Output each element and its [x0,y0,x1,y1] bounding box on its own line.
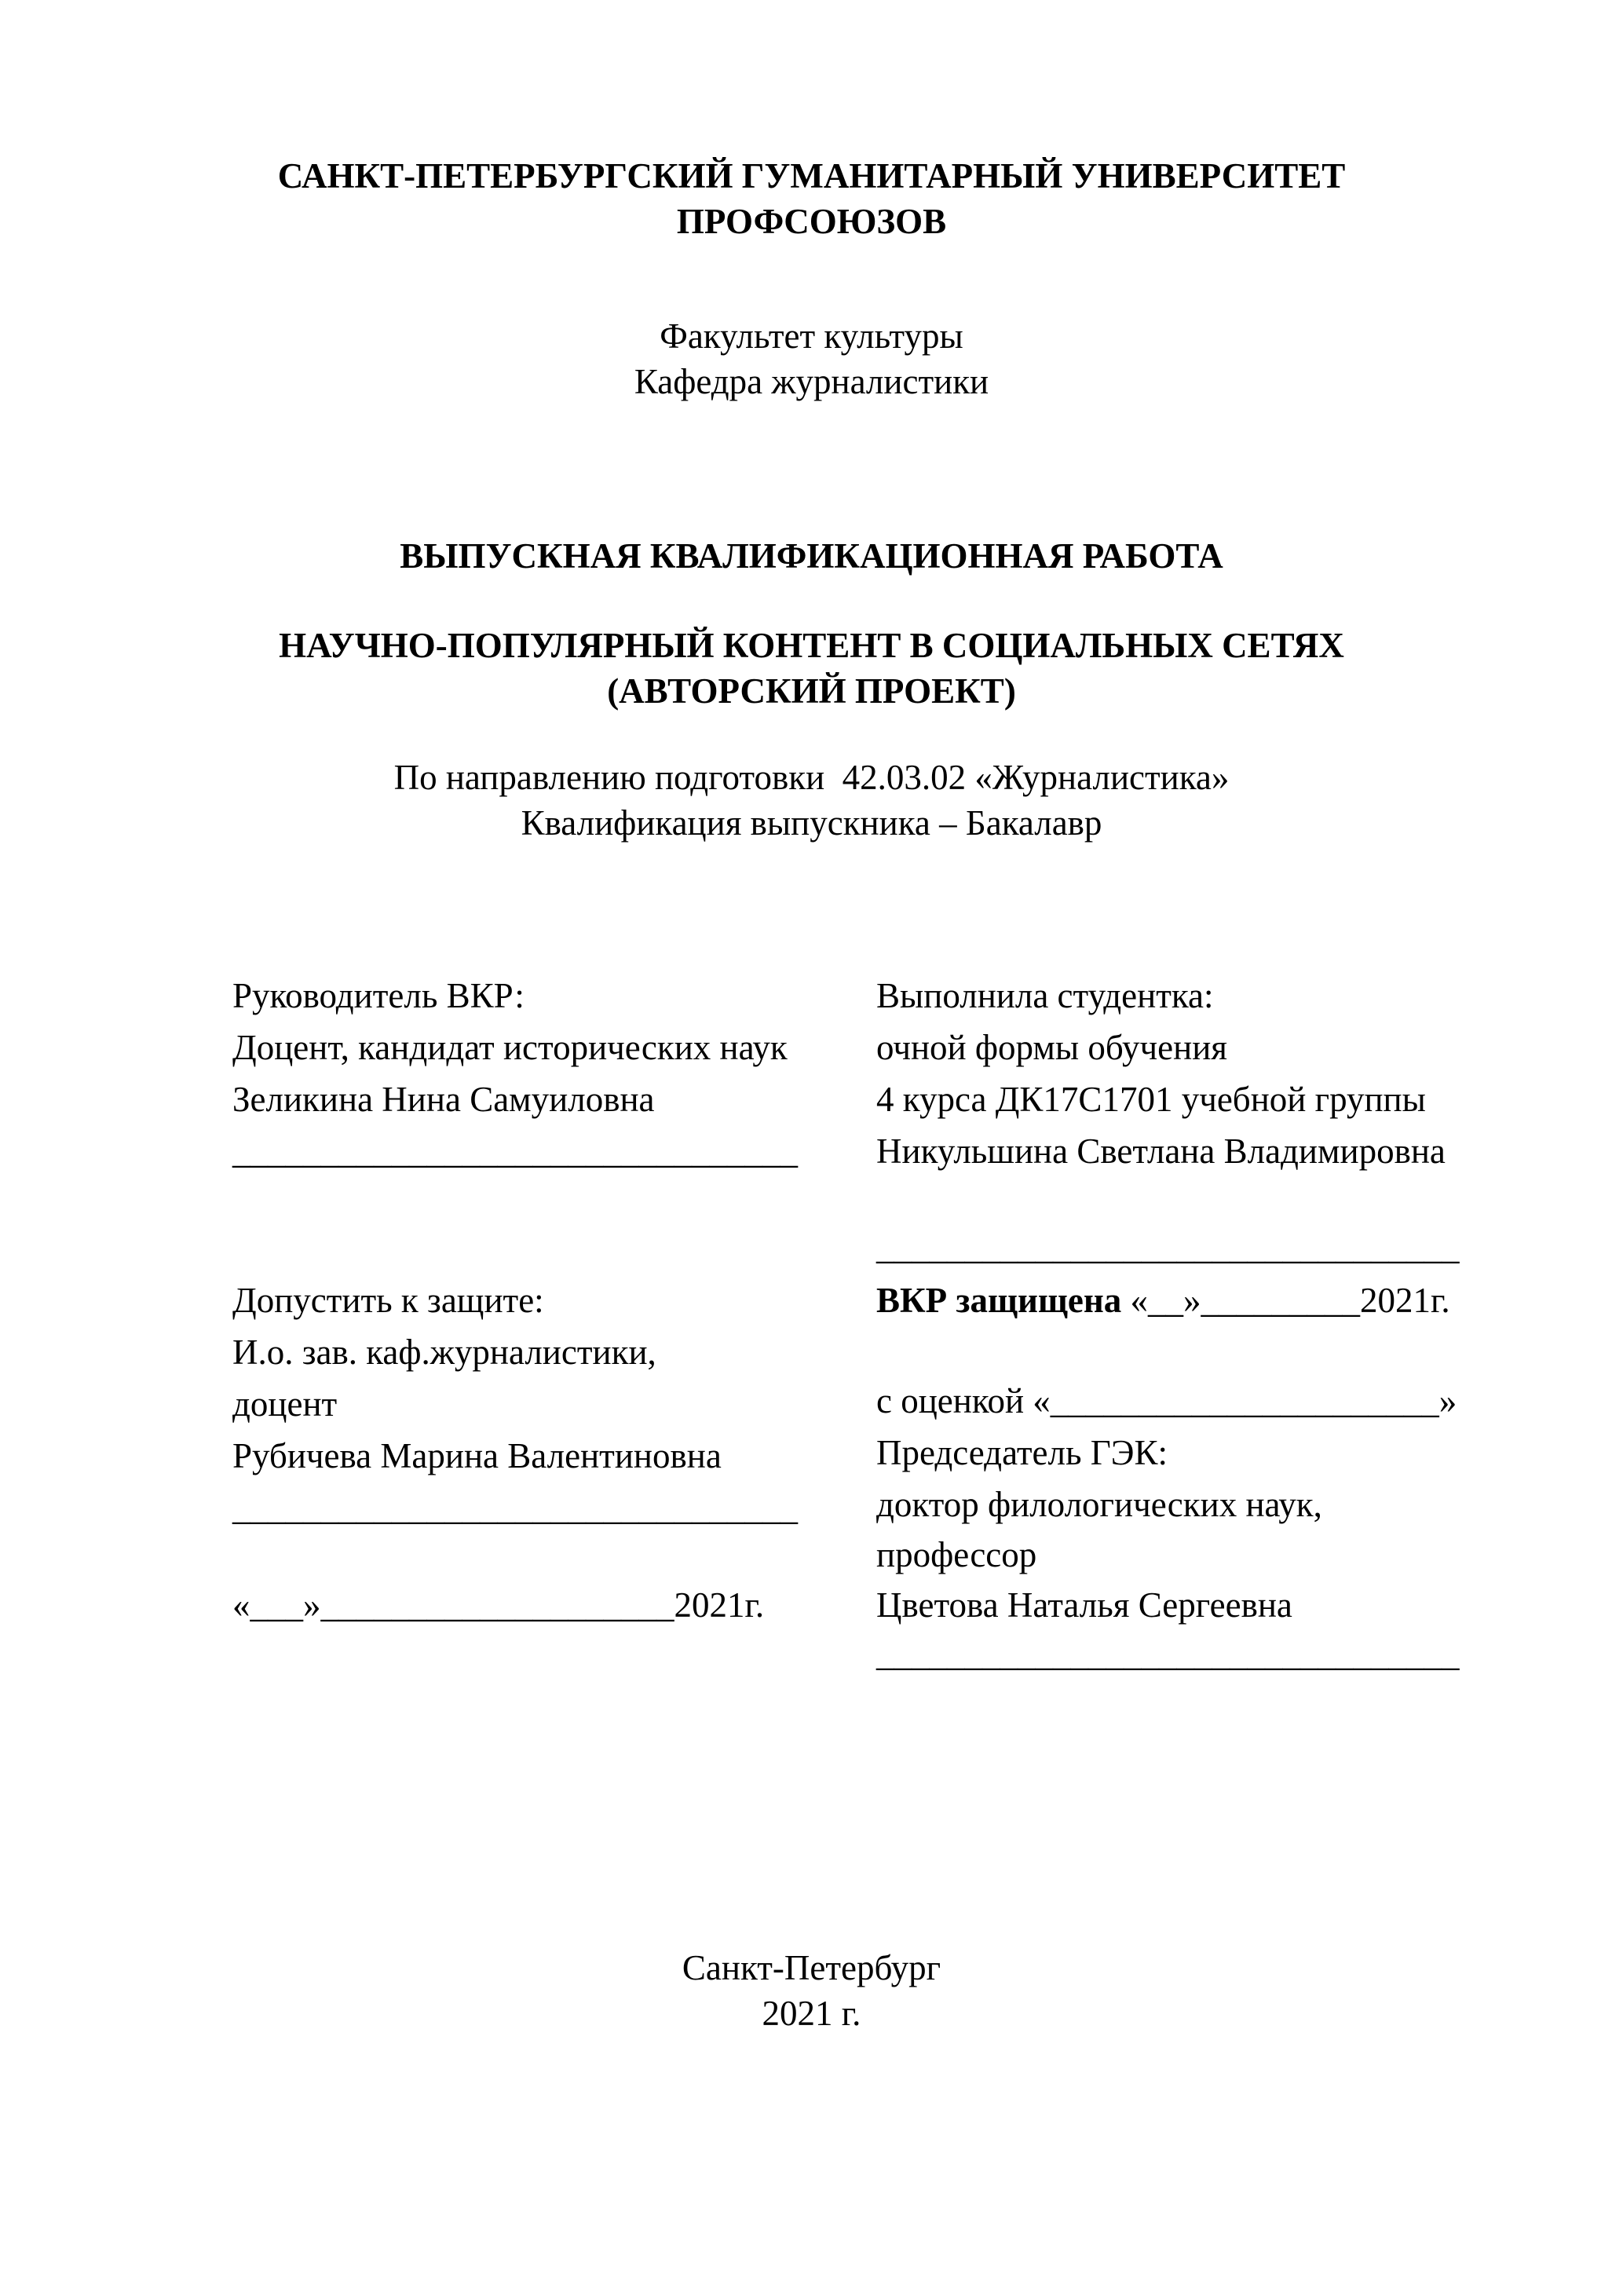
department: Кафедра журналистики [634,362,989,401]
university-name-line1: САНКТ-ПЕТЕРБУРГСКИЙ ГУМАНИТАРНЫЙ УНИВЕРСИТЕТ [277,156,1346,196]
topic-line2: (АВТОРСКИЙ ПРОЕКТ) [607,671,1016,711]
defended-label: ВКР защищена [876,1281,1122,1320]
supervisor-signature-line: ________________________________ [232,1132,798,1171]
student-label: Выполнила студентка: [876,976,1214,1015]
admit-date: «___»____________________2021г. [232,1585,765,1625]
city: Санкт-Петербург [682,1948,941,1987]
chair-rank: профессор [876,1535,1037,1574]
grade-suffix: » [1438,1381,1457,1420]
year: 2021 г. [762,1994,861,2033]
work-type-title: ВЫПУСКНАЯ КВАЛИФИКАЦИОННАЯ РАБОТА [400,536,1223,576]
admit-label: Допустить к защите: [232,1281,544,1320]
defended-date: «__»_________2021г. [1121,1281,1450,1320]
supervisor-title: Доцент, кандидат исторических наук [232,1028,788,1067]
chair-signature-line: _________________________________ [876,1634,1460,1673]
admit-signature-line: ________________________________ [232,1488,798,1527]
student-group: 4 курса ДК17С1701 учебной группы [876,1080,1426,1119]
topic-line1: НАУЧНО-ПОПУЛЯРНЫЙ КОНТЕНТ В СОЦИАЛЬНЫХ СЕТЯХ [279,626,1344,665]
defended-line [876,1278,1450,1322]
grade-line [876,1379,1457,1423]
admit-name: Рубичева Марина Валентиновна [232,1436,722,1475]
chair-degree: доктор филологических наук, [876,1485,1322,1524]
student-name: Никульшина Светлана Владимировна [876,1132,1446,1171]
grade-prefix: с оценкой « [876,1381,1051,1420]
faculty: Факультет культуры [660,316,963,356]
grade-blank: ______________________ [1050,1381,1439,1420]
chair-name: Цветова Наталья Сергеевна [876,1585,1292,1625]
supervisor-name: Зеликина Нина Самуиловна [232,1080,655,1119]
student-signature-line: _________________________________ [876,1227,1460,1267]
admit-position: И.о. зав. каф.журналистики, [232,1333,656,1372]
university-name-line2: ПРОФСОЮЗОВ [676,202,947,241]
student-form: очной формы обучения [876,1028,1227,1067]
admit-rank: доцент [232,1384,338,1424]
direction: По направлению подготовки 42.03.02 «Журналистика» [393,758,1230,797]
supervisor-label: Руководитель ВКР: [232,976,525,1015]
chair-label: Председатель ГЭК: [876,1433,1168,1472]
qualification: Квалификация выпускника – Бакалавр [521,803,1102,843]
